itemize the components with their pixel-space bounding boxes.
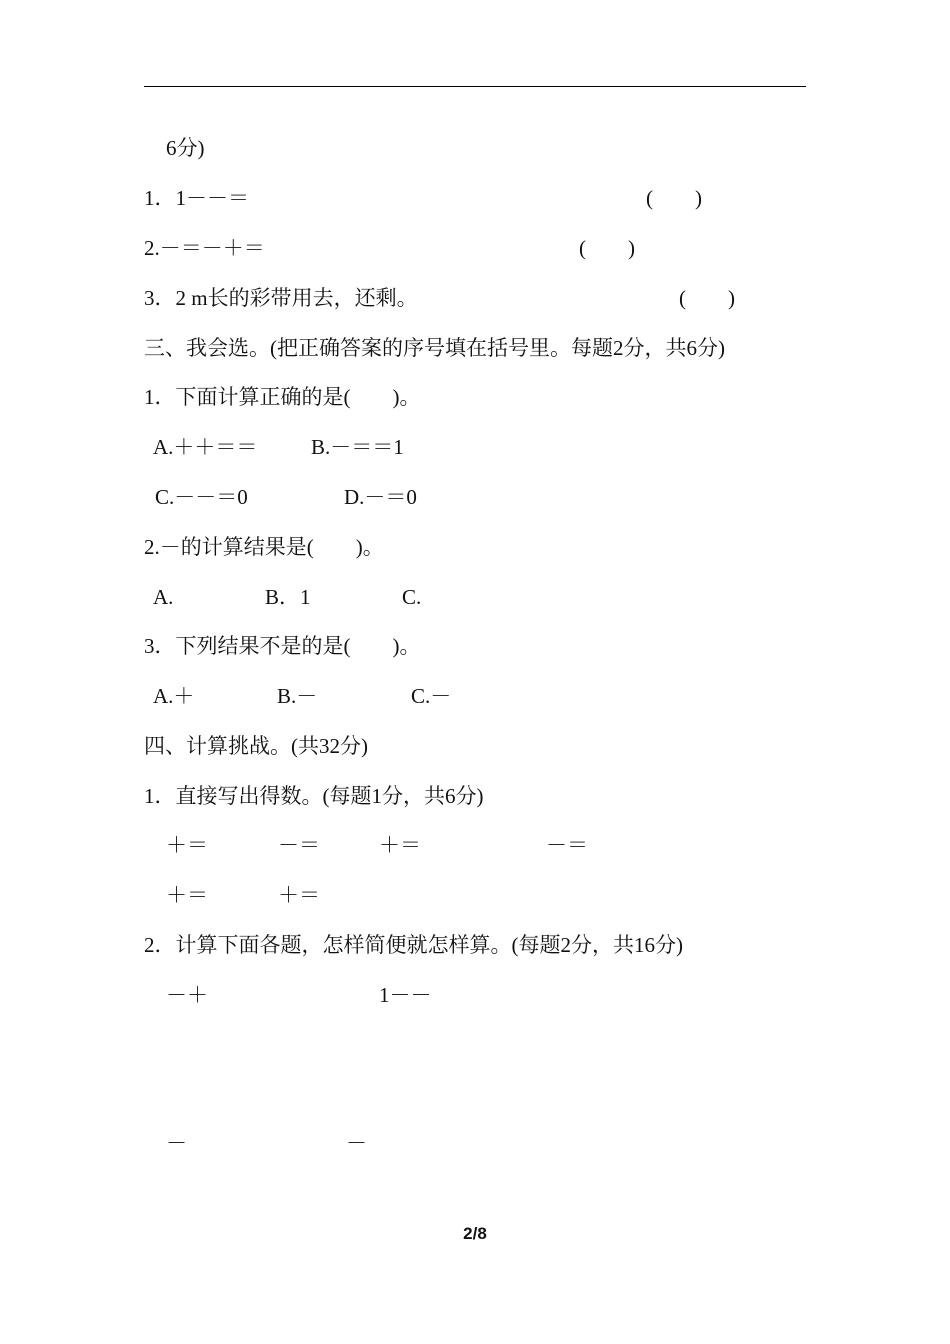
calc-sub2-expr-4: － xyxy=(346,1131,367,1155)
calc-sub1-expr-3: ＋＝ xyxy=(379,833,421,857)
calc-sub2-expr-1: －＋ xyxy=(166,983,208,1007)
calc-sub1-expr-2: －＝ xyxy=(278,833,320,857)
choice-q2-option-b: B．1 xyxy=(265,585,311,609)
choice-q1: 1．下面计算正确的是( )。 xyxy=(144,385,421,409)
calc-sub1-expr-6: ＋＝ xyxy=(278,883,320,907)
judge-item-3-paren: ( ) xyxy=(679,286,735,310)
choice-q3-option-a: A.＋ xyxy=(153,684,195,708)
judge-item-3: 3．2 m长的彩带用去，还剩。 xyxy=(144,286,418,310)
choice-q2-option-c: C. xyxy=(402,585,422,609)
choice-q1-option-d: D.－＝0 xyxy=(344,485,417,509)
choice-q3-option-b: B.－ xyxy=(277,684,318,708)
calc-sub1-expr-4: －＝ xyxy=(546,833,588,857)
choice-q1-option-b: B.－＝＝1 xyxy=(311,435,404,459)
choice-q1-option-c: C.－－＝0 xyxy=(155,485,248,509)
judge-item-2-paren: ( ) xyxy=(579,236,635,260)
section3-heading: 三、我会选。(把正确答案的序号填在括号里。每题2分，共6分) xyxy=(144,336,725,360)
choice-q2: 2.－的计算结果是( )。 xyxy=(144,535,384,559)
calc-sub1-title: 1．直接写出得数。(每题1分，共6分) xyxy=(144,784,484,808)
page-number: 2/8 xyxy=(463,1224,487,1243)
section4-heading: 四、计算挑战。(共32分) xyxy=(144,734,368,758)
choice-q2-option-a: A. xyxy=(153,585,174,609)
calc-sub1-expr-5: ＋＝ xyxy=(166,883,208,907)
calc-sub2-expr-2: 1－－ xyxy=(379,983,432,1007)
choice-q3: 3．下列结果不是的是( )。 xyxy=(144,634,421,658)
calc-sub2-title: 2．计算下面各题，怎样简便就怎样算。(每题2分，共16分) xyxy=(144,933,683,957)
calc-sub2-expr-3: － xyxy=(166,1131,187,1155)
judge-item-1-paren: ( ) xyxy=(646,186,702,210)
calc-sub1-expr-1: ＋＝ xyxy=(166,833,208,857)
judge-item-2: 2.－＝－＋＝ xyxy=(144,236,265,260)
choice-q1-option-a: A.＋＋＝＝ xyxy=(153,435,258,459)
header-rule xyxy=(144,86,806,87)
continuation-text: 6分) xyxy=(166,136,205,160)
choice-q3-option-c: C.－ xyxy=(411,684,452,708)
judge-item-1: 1．1－－＝ xyxy=(144,186,249,210)
